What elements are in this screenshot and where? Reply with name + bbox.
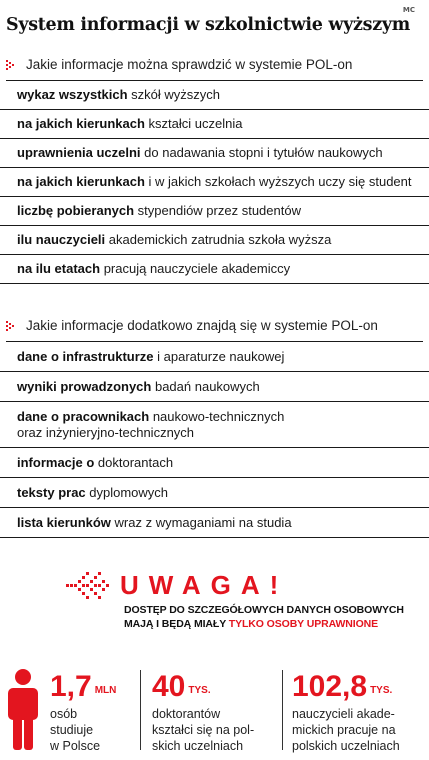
item-text: i w jakich szkołach wyższych uczy się student [144, 174, 412, 189]
divider [140, 670, 141, 750]
list-item [0, 139, 429, 168]
item-bold: wykaz wszystkich [17, 87, 128, 102]
stat-number [152, 672, 211, 702]
list-item [0, 226, 429, 255]
double-arrow-icon [66, 570, 116, 602]
page-title: System informacji w szkolnictwie wyższym [6, 15, 410, 35]
stat-number [292, 672, 392, 702]
item-stack [17, 409, 284, 441]
item-text: i aparaturze naukowej [153, 348, 285, 364]
item-text: akademickich zatrudnia szkoła wyższa [105, 232, 332, 247]
item-bold: wyniki prowadzonych [17, 378, 152, 394]
warning-heading: UWAGA! [120, 570, 289, 600]
item-bold: teksty prac [17, 484, 86, 500]
item-text: stypendiów przez studentów [134, 203, 301, 218]
item-bold: lista kierunków [17, 514, 111, 530]
list-item [0, 402, 429, 448]
item-text: naukowo-technicznych [149, 408, 285, 424]
stat-line: skich uczelniach [152, 739, 244, 753]
section1-list [0, 81, 429, 284]
stat-value: 1,7 [50, 670, 92, 703]
credit: MC [402, 6, 415, 14]
list-item [0, 168, 429, 197]
item-bold: informacje o [17, 454, 95, 470]
stat-value: 102,8 [292, 670, 368, 703]
item-text: badań naukowych [151, 378, 260, 394]
stat-description [292, 706, 400, 754]
item-text: wraz z wymaganiami na studia [110, 514, 292, 530]
stat-line: nauczycieli akade- [292, 707, 395, 721]
stat-unit: TYS. [188, 685, 211, 696]
item-bold: uprawnienia uczelni [17, 145, 141, 160]
warning-line1: DOSTĘP DO SZCZEGÓŁOWYCH DANYCH OSOBOWYCH [124, 604, 404, 616]
list-item [0, 508, 429, 538]
arrow-icon [6, 320, 18, 332]
list-item [0, 448, 429, 478]
stat-line: kształci się na pol- [152, 723, 255, 737]
item-text: kształci uczelnia [144, 116, 243, 131]
section1-heading-text: Jakie informacje można sprawdzić w systemie POL-on [26, 57, 353, 72]
item-text: dyplomowych [85, 484, 169, 500]
item-bold: na ilu etatach [17, 261, 101, 276]
arrow-icon [6, 59, 18, 71]
list-item [0, 197, 429, 226]
list-item [0, 110, 429, 139]
stat-line: osób [50, 707, 78, 721]
person-icon [6, 668, 40, 750]
stat-number [50, 672, 116, 702]
stat-line: polskich uczelniach [292, 739, 400, 753]
warning-line2 [124, 618, 378, 630]
stat-unit: MLN [94, 685, 117, 696]
section2-list [0, 342, 429, 538]
divider [282, 670, 283, 750]
stat-line: doktorantów [152, 707, 221, 721]
item-text: pracują nauczyciele akademiccy [100, 261, 291, 276]
list-item [0, 81, 429, 110]
warning-line2-prefix: MAJĄ I BĘDĄ MIAŁY [124, 618, 229, 630]
stat-line: mickich pracuje na [292, 723, 396, 737]
item-bold: na jakich kierunkach [17, 116, 145, 131]
stat-description [50, 706, 100, 754]
item-bold: dane o pracownikach [17, 408, 150, 424]
item-text: szkół wyższych [127, 87, 221, 102]
stat-unit: TYS. [370, 685, 393, 696]
item-text: doktorantach [94, 454, 174, 470]
section2-heading-text: Jakie informacje dodatkowo znajdą się w systemie POL-on [26, 318, 378, 333]
list-item [0, 342, 429, 372]
list-item [0, 255, 429, 284]
list-item [0, 372, 429, 402]
section2-heading [6, 318, 378, 333]
item-bold: na jakich kierunkach [17, 174, 145, 189]
item-bold: liczbę pobieranych [17, 203, 135, 218]
item-text: do nadawania stopni i tytułów naukowych [140, 145, 383, 160]
item-text-line2: oraz inżynieryjno-technicznych [17, 424, 195, 440]
item-bold: ilu nauczycieli [17, 232, 106, 247]
warning-highlight: TYLKO OSOBY UPRAWNIONE [228, 618, 379, 630]
item-bold: dane o infrastrukturze [17, 348, 154, 364]
stat-line: studiuje [50, 723, 94, 737]
stat-description [152, 706, 254, 754]
list-item [0, 478, 429, 508]
stat-line: w Polsce [50, 739, 101, 753]
section1-heading [6, 57, 352, 72]
stat-value: 40 [152, 670, 186, 703]
